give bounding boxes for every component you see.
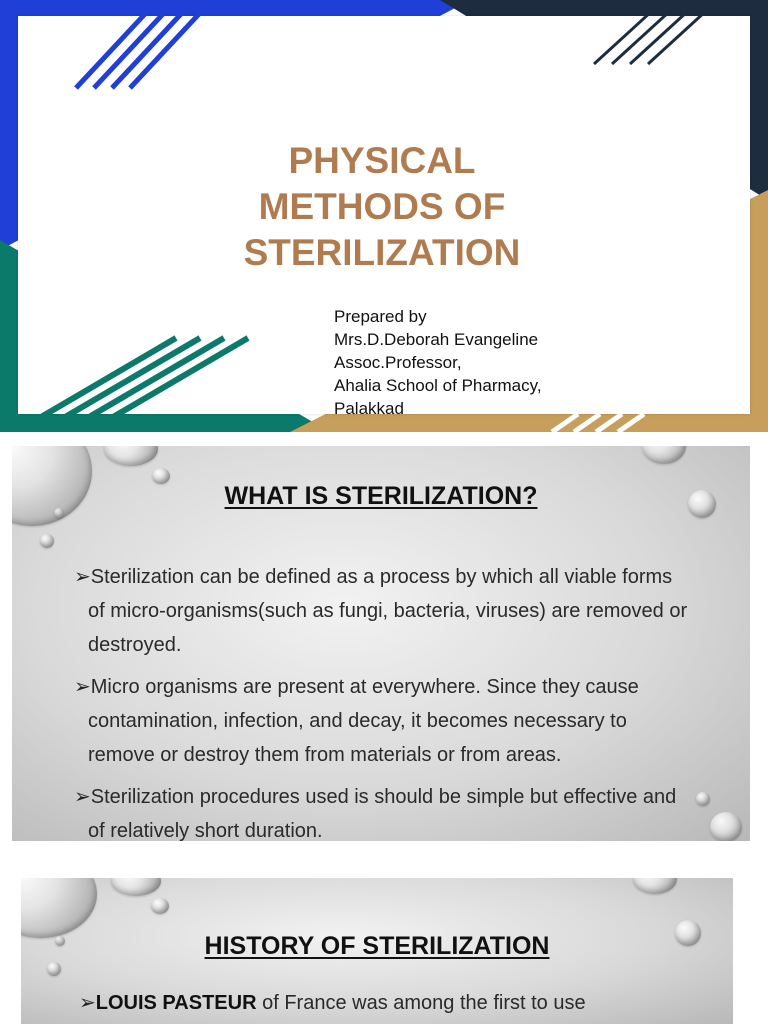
arrow-bullet-icon: ➢ (74, 676, 91, 698)
bullet-text: Micro organisms are present at everywhere. Since they cause contamination, infection, and decay, it becomes necessary to remove or destroy them from materials or from areas. (88, 676, 639, 766)
bubble-decoration (47, 962, 61, 976)
bullet-item (74, 560, 694, 662)
bubble-decoration (696, 792, 710, 806)
bubble-decoration (633, 878, 677, 894)
bullet-item (79, 986, 719, 1020)
author-credits (334, 305, 542, 420)
bullet-text: Sterilization procedures used is should be simple but effective and of relatively short duration. (88, 786, 677, 841)
definition-slide (12, 446, 750, 841)
bubble-decoration (111, 878, 161, 896)
slide-heading: HISTORY OF STERILIZATION (204, 932, 550, 960)
bullet-list (74, 560, 694, 841)
bullet-item (74, 670, 694, 772)
slide-heading: WHAT IS STERILIZATION? (224, 482, 538, 510)
arrow-bullet-icon: ➢ (74, 566, 91, 588)
bubble-decoration (104, 446, 158, 466)
bullet-text: of France was among the first to use (256, 992, 586, 1014)
title-line: METHODS OF (258, 186, 506, 227)
credit-line: Palakkad (334, 399, 404, 418)
arrow-bullet-icon: ➢ (74, 786, 91, 808)
bubble-decoration (40, 534, 54, 548)
credit-line: Ahalia School of Pharmacy, (334, 376, 542, 395)
bubble-decoration (21, 878, 97, 938)
arrow-bullet-icon: ➢ (79, 992, 96, 1014)
presentation-title (0, 138, 764, 276)
credit-line: Mrs.D.Deborah Evangeline (334, 330, 539, 349)
bullet-text: Sterilization can be defined as a process by which all viable forms of micro-organisms(such as fungi, bacteria, viruses) are removed or destroyed. (88, 566, 688, 656)
title-slide (0, 0, 768, 432)
bubble-decoration (151, 898, 169, 914)
bullet-list (79, 986, 719, 1024)
bullet-item (74, 780, 694, 841)
title-line: STERILIZATION (243, 232, 521, 273)
bubble-decoration (710, 812, 742, 841)
history-slide (21, 878, 733, 1024)
title-line: PHYSICAL (288, 140, 476, 181)
credit-line: Prepared by (334, 307, 427, 326)
bubble-decoration (642, 446, 686, 464)
credit-line: Assoc.Professor, (334, 353, 462, 372)
bullet-bold-text: LOUIS PASTEUR (95, 992, 257, 1014)
